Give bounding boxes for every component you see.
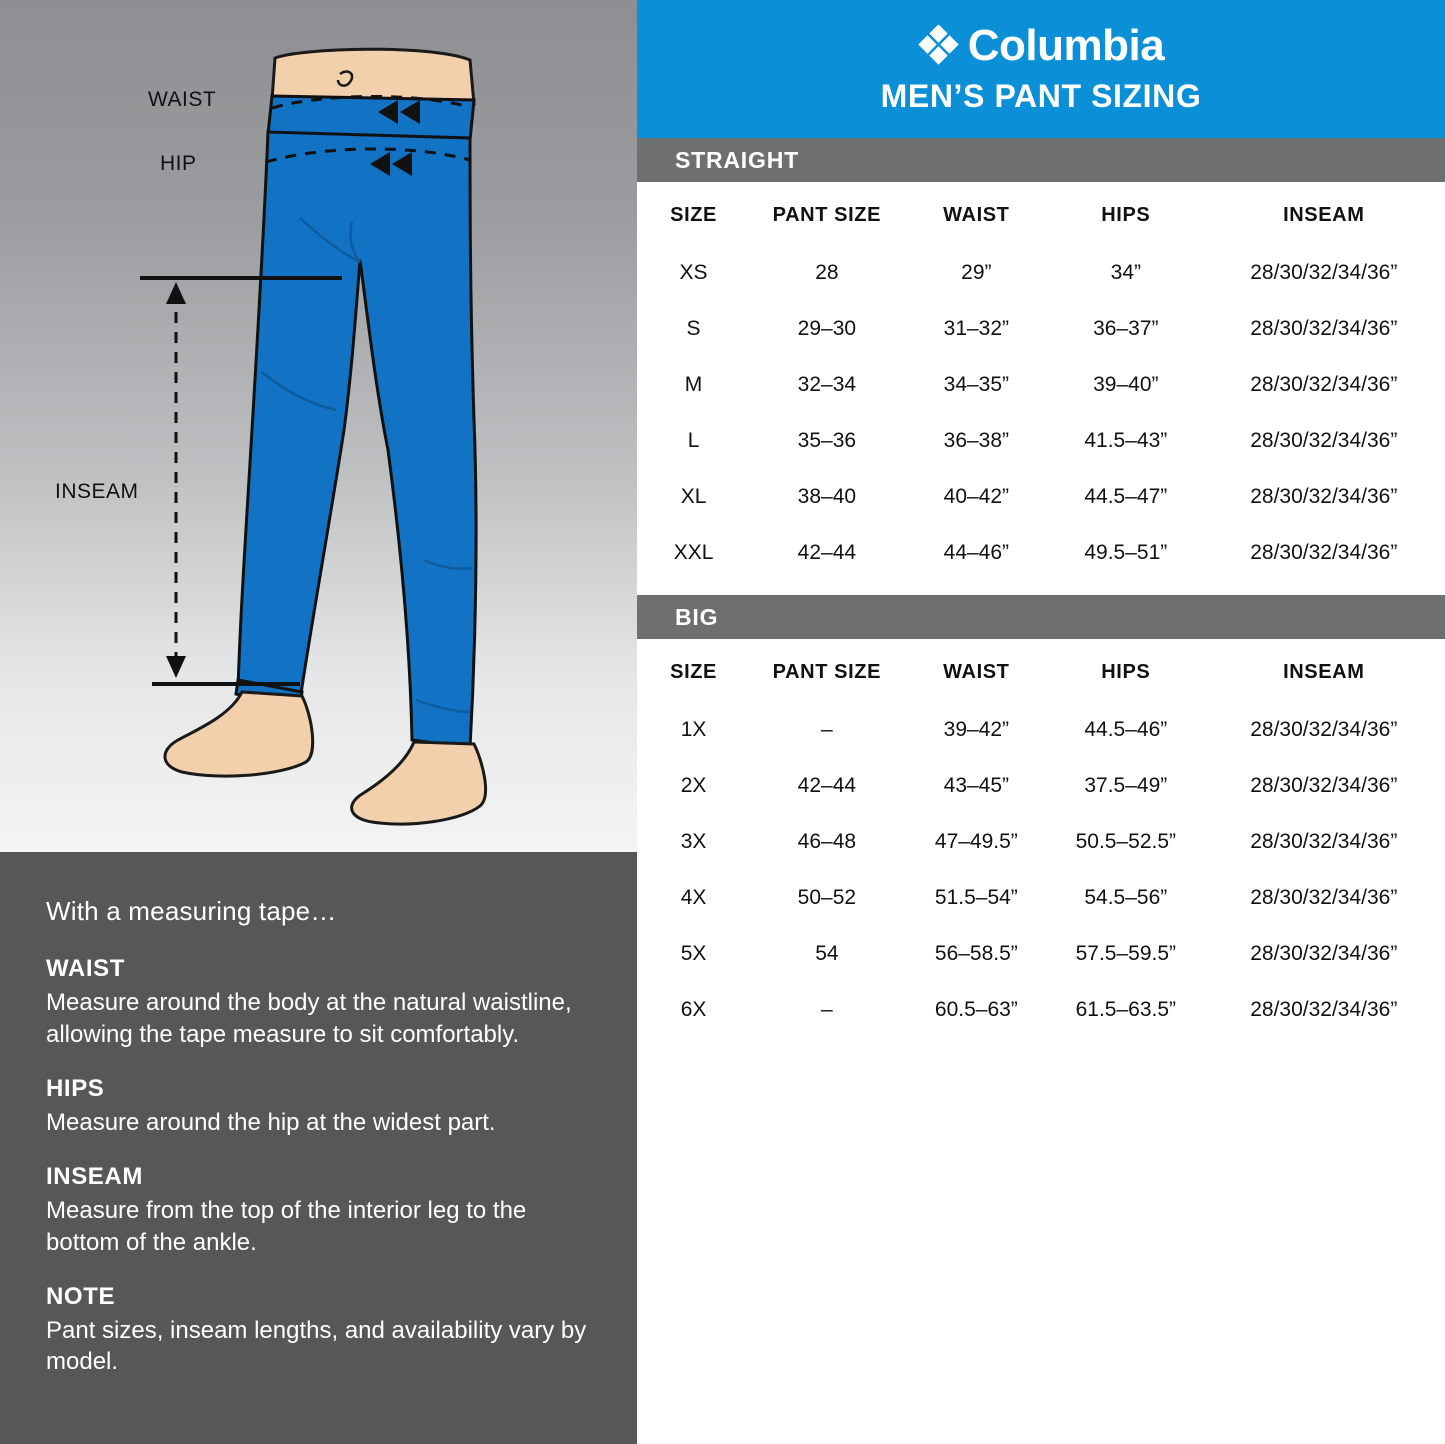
cell-pant-size: 29–30 — [797, 317, 857, 340]
cell-inseam: 28/30/32/34/36” — [1250, 485, 1398, 508]
cell-pant-size: 50–52 — [797, 886, 857, 909]
cell-pant-size: 38–40 — [797, 485, 857, 508]
table-row — [637, 926, 1445, 982]
cell-waist: 34–35” — [943, 373, 1010, 396]
cell-size: 6X — [680, 998, 707, 1021]
cell-waist: 29” — [961, 261, 992, 284]
instruction-note — [46, 1283, 591, 1379]
columbia-diamond-logo-icon — [918, 25, 960, 67]
left-column — [0, 0, 637, 1444]
column-header-inseam: INSEAM — [1283, 204, 1365, 226]
cell-hips: 57.5–59.5” — [1075, 942, 1177, 965]
table-row — [637, 413, 1445, 469]
cell-pant-size: 54 — [815, 942, 839, 965]
brand-header — [637, 0, 1445, 138]
cell-pant-size: – — [821, 718, 833, 741]
pant-measurement-illustration — [0, 0, 637, 852]
table-row — [637, 702, 1445, 758]
cell-inseam: 28/30/32/34/36” — [1250, 317, 1398, 340]
instruction-hips — [46, 1075, 591, 1139]
cell-size: XS — [679, 261, 708, 284]
instruction-inseam-title: INSEAM — [46, 1162, 143, 1190]
cell-hips: 50.5–52.5” — [1075, 830, 1177, 853]
cell-size: XXL — [673, 541, 714, 564]
cell-hips: 61.5–63.5” — [1075, 998, 1177, 1021]
instruction-waist-body: Measure around the body at the natural waistline, allowing the tape measure to sit comfortably. — [46, 989, 572, 1048]
right-column — [637, 0, 1445, 1444]
cell-inseam: 28/30/32/34/36” — [1250, 429, 1398, 452]
big-size-table — [637, 639, 1445, 1038]
cell-inseam: 28/30/32/34/36” — [1250, 886, 1398, 909]
cell-pant-size: 32–34 — [797, 373, 857, 396]
cell-size: 1X — [680, 718, 707, 741]
column-header-pant-size: PANT SIZE — [772, 204, 882, 226]
cell-inseam: 28/30/32/34/36” — [1250, 998, 1398, 1021]
table-row — [637, 982, 1445, 1038]
straight-size-table — [637, 182, 1445, 581]
instruction-hips-title: HIPS — [46, 1074, 105, 1102]
cell-hips: 44.5–47” — [1084, 485, 1168, 508]
cell-waist: 56–58.5” — [934, 942, 1018, 965]
cell-hips: 44.5–46” — [1084, 718, 1168, 741]
cell-pant-size: 46–48 — [797, 830, 857, 853]
cell-hips: 36–37” — [1093, 317, 1159, 340]
instruction-inseam — [46, 1163, 591, 1259]
column-header-waist: WAIST — [943, 661, 1010, 683]
cell-waist: 31–32” — [943, 317, 1010, 340]
section-divider — [637, 581, 1445, 595]
column-header-hips: HIPS — [1101, 204, 1151, 226]
cell-pant-size: 28 — [815, 261, 839, 284]
column-header-waist: WAIST — [943, 204, 1010, 226]
table-row — [637, 245, 1445, 301]
cell-size: L — [687, 429, 700, 452]
cell-inseam: 28/30/32/34/36” — [1250, 373, 1398, 396]
cell-hips: 37.5–49” — [1084, 774, 1168, 797]
cell-waist: 36–38” — [943, 429, 1010, 452]
cell-inseam: 28/30/32/34/36” — [1250, 942, 1398, 965]
table-header-row — [637, 182, 1445, 245]
cell-waist: 39–42” — [943, 718, 1010, 741]
cell-hips: 34” — [1110, 261, 1141, 284]
cell-size: 4X — [680, 886, 707, 909]
page-title: MEN’S PANT SIZING — [880, 77, 1202, 114]
cell-size: 2X — [680, 774, 707, 797]
column-header-size: SIZE — [670, 204, 717, 226]
instruction-inseam-body: Measure from the top of the interior leg to the bottom of the ankle. — [46, 1196, 527, 1256]
column-header-inseam: INSEAM — [1283, 661, 1365, 683]
cell-pant-size: 42–44 — [797, 774, 857, 797]
measuring-instructions — [0, 852, 637, 1444]
instruction-waist-title: WAIST — [46, 955, 125, 982]
cell-hips: 54.5–56” — [1084, 886, 1168, 909]
instruction-waist — [46, 955, 591, 1051]
brand-name: Columbia — [967, 20, 1165, 70]
cell-inseam: 28/30/32/34/36” — [1250, 774, 1398, 797]
table-row — [637, 814, 1445, 870]
cell-hips: 49.5–51” — [1084, 541, 1168, 564]
cell-inseam: 28/30/32/34/36” — [1250, 261, 1398, 284]
cell-waist: 43–45” — [943, 774, 1010, 797]
cell-inseam: 28/30/32/34/36” — [1250, 541, 1398, 564]
section-header-straight: STRAIGHT — [637, 138, 1445, 182]
cell-inseam: 28/30/32/34/36” — [1250, 718, 1398, 741]
column-header-pant-size: PANT SIZE — [772, 661, 882, 683]
cell-waist: 40–42” — [943, 485, 1010, 508]
section-header-big: BIG — [637, 595, 1445, 639]
cell-pant-size: 42–44 — [797, 541, 857, 564]
cell-size: 5X — [680, 942, 707, 965]
illustration-label-inseam: INSEAM — [55, 480, 139, 503]
instruction-note-body: Pant sizes, inseam lengths, and availability vary by model. — [46, 1316, 587, 1376]
cell-size: 3X — [680, 830, 707, 853]
cell-pant-size: 35–36 — [797, 429, 857, 452]
cell-pant-size: – — [821, 998, 833, 1021]
instructions-intro: With a measuring tape… — [46, 896, 337, 926]
instruction-hips-body: Measure around the hip at the widest part. — [46, 1108, 496, 1136]
cell-size: XL — [680, 485, 707, 508]
table-row — [637, 758, 1445, 814]
illustration-label-waist: WAIST — [148, 88, 217, 111]
cell-size: S — [686, 317, 701, 340]
cell-inseam: 28/30/32/34/36” — [1250, 830, 1398, 853]
pant-figure-svg — [0, 0, 637, 852]
column-header-size: SIZE — [670, 661, 717, 683]
cell-waist: 51.5–54” — [934, 886, 1018, 909]
cell-hips: 41.5–43” — [1084, 429, 1168, 452]
brand-logo — [918, 20, 1165, 70]
table-row — [637, 301, 1445, 357]
table-row — [637, 870, 1445, 926]
cell-waist: 60.5–63” — [934, 998, 1018, 1021]
table-row — [637, 525, 1445, 581]
cell-hips: 39–40” — [1093, 373, 1159, 396]
instruction-note-title: NOTE — [46, 1282, 116, 1310]
illustration-label-hip: HIP — [160, 152, 197, 175]
table-row — [637, 357, 1445, 413]
cell-waist: 44–46” — [943, 541, 1010, 564]
column-header-hips: HIPS — [1101, 661, 1151, 683]
table-header-row — [637, 639, 1445, 702]
cell-waist: 47–49.5” — [934, 830, 1018, 853]
table-row — [637, 469, 1445, 525]
cell-size: M — [684, 373, 703, 396]
